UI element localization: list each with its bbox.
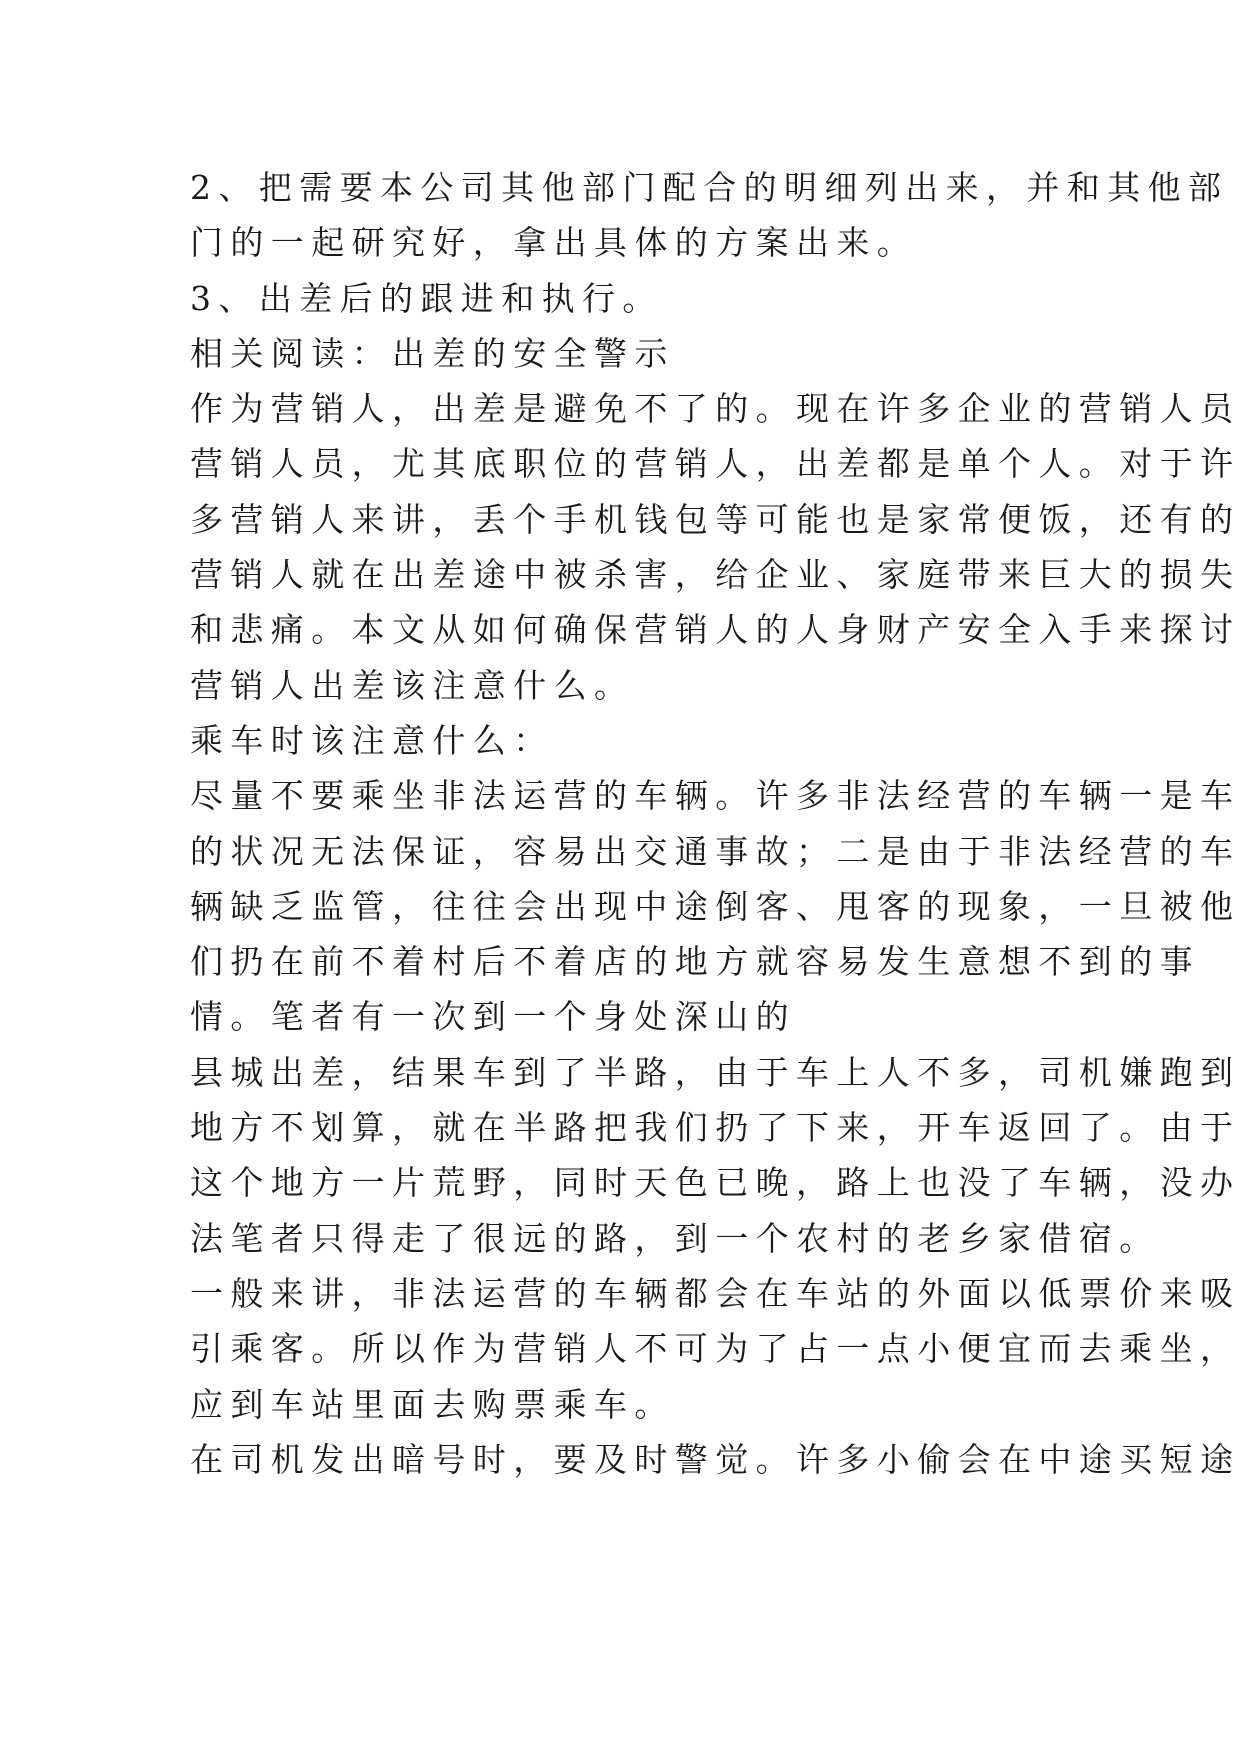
text-line: 营销人员，尤其底职位的营销人，出差都是单个人。对于许: [190, 444, 1241, 484]
text-line: 法笔者只得走了很远的路，到一个农村的老乡家借宿。: [190, 1218, 1160, 1258]
text-line: 门的一起研究好，拿出具体的方案出来。: [190, 223, 918, 263]
text-line: 地方不划算，就在半路把我们扔了下来，开车返回了。由于: [190, 1108, 1241, 1148]
text-line: 营销人就在出差途中被杀害，给企业、家庭带来巨大的损失: [190, 555, 1241, 595]
text-line: 引乘客。所以作为营销人不可为了占一点小便宜而去乘坐，: [190, 1329, 1241, 1369]
text-line: 多营销人来讲，丢个手机钱包等可能也是家常便饭，还有的: [190, 499, 1241, 539]
section-heading: 相关阅读：出差的安全警示: [190, 333, 675, 373]
text-line: 尽量不要乘坐非法运营的车辆。许多非法经营的车辆一是车: [190, 776, 1241, 816]
text-line: 一般来讲，非法运营的车辆都会在车站的外面以低票价来吸: [190, 1273, 1241, 1313]
text-line: 3、出差后的跟进和执行。: [190, 278, 663, 318]
section-heading: 乘车时该注意什么：: [190, 720, 554, 760]
text-line: 和悲痛。本文从如何确保营销人的人身财产安全入手来探讨: [190, 610, 1241, 650]
text-line: 应到车站里面去购票乘车。: [190, 1384, 675, 1424]
text-line: 们扔在前不着村后不着店的地方就容易发生意想不到的事: [190, 942, 1200, 982]
text-line: 在司机发出暗号时，要及时警觉。许多小偷会在中途买短途: [190, 1439, 1241, 1479]
text-line: 的状况无法保证，容易出交通事故；二是由于非法经营的车: [190, 831, 1241, 871]
text-line: 营销人出差该注意什么。: [190, 665, 635, 705]
text-line: 这个地方一片荒野，同时天色已晚，路上也没了车辆，没办: [190, 1163, 1241, 1203]
document-body: [190, 160, 1241, 1487]
text-line: 2、把需要本公司其他部门配合的明细列出来，并和其他部: [190, 168, 1229, 207]
text-line: 情。笔者有一次到一个身处深山的: [190, 997, 796, 1037]
text-line: 县城出差，结果车到了半路，由于车上人不多，司机嫌跑到: [190, 1052, 1241, 1092]
text-line: 辆缺乏监管，往往会出现中途倒客、甩客的现象，一旦被他: [190, 886, 1241, 926]
text-line: 作为营销人，出差是避免不了的。现在许多企业的营销人员: [190, 389, 1241, 429]
